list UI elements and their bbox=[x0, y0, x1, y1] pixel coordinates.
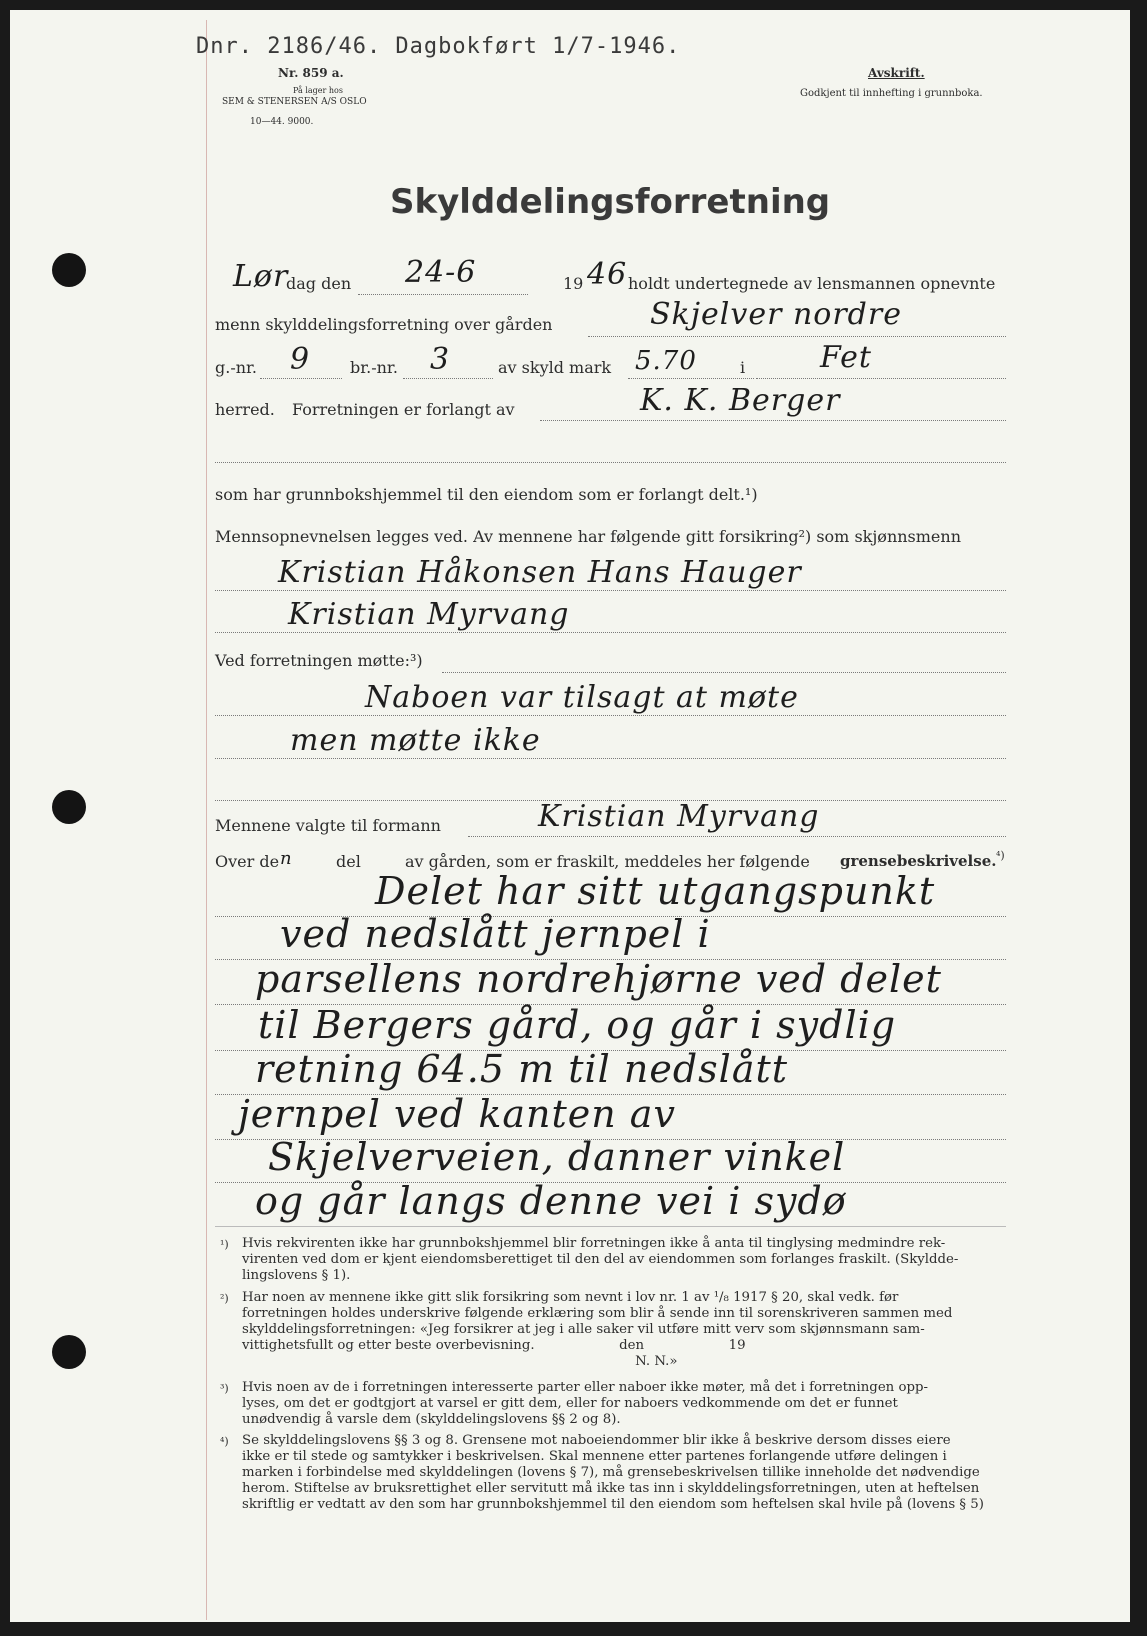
punch-hole bbox=[52, 790, 86, 824]
footnote-line: skylddelingsforretningen: «Jeg forsikrer at jeg i alle saker vil utføre mitt verv som skjønnsmann sam- bbox=[242, 1322, 925, 1337]
boundary-line: ved nedslått jernpel i bbox=[280, 912, 711, 956]
footnote-line: lyses, om det er godtgjort at varsel er gitt dem, eller for naboers vedkommende om det er funnet bbox=[242, 1396, 898, 1411]
boundary-word: grensebeskrivelse. bbox=[840, 852, 997, 870]
requester-handwritten: K. K. Berger bbox=[640, 383, 841, 418]
margin-rule bbox=[206, 20, 207, 1620]
print-run: 10—44. 9000. bbox=[250, 117, 314, 127]
footnote-line: N. N.» bbox=[242, 1354, 678, 1369]
chair-label: Mennene valgte til formann bbox=[215, 816, 441, 835]
boundary-line: parsellens nordrehjørne ved delet bbox=[255, 957, 942, 1001]
brnr-label: br.-nr. bbox=[350, 358, 398, 377]
men-handwritten-1: Kristian Håkonsen Hans Hauger bbox=[278, 555, 802, 590]
herred-label: herred. bbox=[215, 400, 275, 419]
document-title: Skylddelingsforretning bbox=[390, 182, 831, 222]
intro-text: holdt undertegnede av lensmannen opnevnte bbox=[628, 274, 996, 293]
boundary-line: og går langs denne vei i sydø bbox=[255, 1179, 847, 1223]
footnote-line: lingslovens § 1). bbox=[242, 1268, 351, 1283]
met-handwritten-2: men møtte ikke bbox=[290, 723, 541, 758]
over-handwritten: n bbox=[280, 848, 293, 869]
footnote-line: unødvendig å varsle dem (skylddelingslovens §§ 2 og 8). bbox=[242, 1412, 621, 1427]
footnote-line: virenten ved dom er kjent eiendomsberettiget til den del av eiendommen som forlanges fraskilt. (Skyldde- bbox=[242, 1252, 959, 1267]
gnr-label: g.-nr. bbox=[215, 358, 258, 377]
footnote-line: ikke er til stede og samtykker i beskrivelsen. Skal mennene etter partenes forlangende utføre delingen i bbox=[242, 1449, 947, 1464]
approval-text: Godkjent til innhefting i grunnboka. bbox=[800, 88, 983, 99]
footnote-line: forretningen holdes underskrive følgende erklæring som blir å sende inn til sorenskriveren sammen med bbox=[242, 1306, 953, 1321]
men-handwritten-2: Kristian Myrvang bbox=[288, 597, 570, 632]
farm-name-handwritten: Skjelver nordre bbox=[650, 297, 902, 332]
weekday-handwritten: Lør bbox=[233, 259, 289, 294]
footnote-mark: ³) bbox=[220, 1382, 229, 1395]
copy-label: Avskrift. bbox=[868, 66, 925, 80]
footnote-mark: ¹) bbox=[220, 1238, 229, 1251]
boundary-line: retning 64.5 m til nedslått bbox=[255, 1047, 789, 1091]
met-label: Ved forretningen møtte:³) bbox=[215, 651, 423, 670]
year-prefix: 19 bbox=[563, 274, 584, 293]
footnote-mark: ²) bbox=[220, 1292, 229, 1305]
footnote-line: skriftlig er vedtatt av den som har grunnbokshjemmel til den eiendom som heftelsen skal hvile på (lovens § 5) bbox=[242, 1497, 984, 1512]
boundary-sup: ⁴) bbox=[996, 849, 1005, 862]
gnr-handwritten: 9 bbox=[290, 342, 311, 377]
brnr-handwritten: 3 bbox=[430, 342, 451, 377]
footnote-line: Hvis rekvirenten ikke har grunnbokshjemmel blir forretningen ikke å anta til tinglysing medmindre rek- bbox=[242, 1236, 946, 1251]
footnote-line: Se skylddelingslovens §§ 3 og 8. Grensene mot naboeiendommer blir ikke å beskrive dersom disses eiere bbox=[242, 1433, 951, 1448]
farm-part-text: av gården, som er fraskilt, meddeles her følgende bbox=[405, 852, 810, 871]
footnote-line: herom. Stiftelse av bruksrettighet eller servitutt må ikke tas inn i skylddelingsforretningen, uten at heftelsen bbox=[242, 1481, 980, 1496]
footnote-line: vittighetsfullt og etter beste overbevisning. den 19 bbox=[242, 1338, 746, 1353]
i-label: i bbox=[740, 358, 746, 377]
boundary-line: Skjelverveien, danner vinkel bbox=[268, 1135, 846, 1179]
boundary-line: til Bergers gård, og går i sydlig bbox=[258, 1003, 897, 1047]
chair-handwritten: Kristian Myrvang bbox=[538, 799, 820, 834]
grunnbok-text: som har grunnbokshjemmel til den eiendom som er forlangt delt.¹) bbox=[215, 485, 758, 504]
men-text: Mennsopnevnelsen legges ved. Av mennene har følgende gitt forsikring²) som skjønnsmenn bbox=[215, 527, 962, 546]
footnote-line: Hvis noen av de i forretningen interesserte parter eller naboer ikke møter, må det i forretningen opp- bbox=[242, 1380, 928, 1395]
punch-hole bbox=[52, 253, 86, 287]
punch-hole bbox=[52, 1335, 86, 1369]
footnote-mark: ⁴) bbox=[220, 1435, 229, 1448]
over-de-label: Over de bbox=[215, 852, 280, 871]
footnote-line: Har noen av mennene ikke gitt slik forsikring som nevnt i lov nr. 1 av ¹/₈ 1917 § 20, skal vedk. før bbox=[242, 1290, 899, 1305]
journal-stamp: Dnr. 2186/46. Dagbokført 1/7-1946. bbox=[196, 34, 681, 59]
del-label: del bbox=[336, 852, 361, 871]
dag-den-label: dag den bbox=[286, 274, 352, 293]
year-handwritten: 46 bbox=[587, 257, 628, 292]
boundary-line: Delet har sitt utgangspunkt bbox=[375, 869, 936, 913]
form-number: Nr. 859 a. bbox=[278, 66, 344, 80]
requested-label: Forretningen er forlangt av bbox=[292, 400, 515, 419]
skyld-handwritten: 5.70 bbox=[635, 346, 697, 376]
met-handwritten-1: Naboen var tilsagt at møte bbox=[365, 680, 799, 715]
boundary-line: jernpel ved kanten av bbox=[238, 1092, 676, 1136]
publisher-line1: På lager hos bbox=[293, 86, 343, 95]
skyld-label: av skyld mark bbox=[498, 358, 612, 377]
farm-label: menn skylddelingsforretning over gården bbox=[215, 315, 553, 334]
publisher-line2: SEM & STENERSEN A/S OSLO bbox=[222, 97, 367, 107]
district-handwritten: Fet bbox=[820, 340, 872, 375]
footnote-line: marken i forbindelse med skylddelingen (lovens § 7), må grensebeskrivelsen tillike inneholde det nødvendige bbox=[242, 1465, 980, 1480]
document-page bbox=[10, 10, 1130, 1622]
date-handwritten: 24-6 bbox=[405, 255, 477, 290]
